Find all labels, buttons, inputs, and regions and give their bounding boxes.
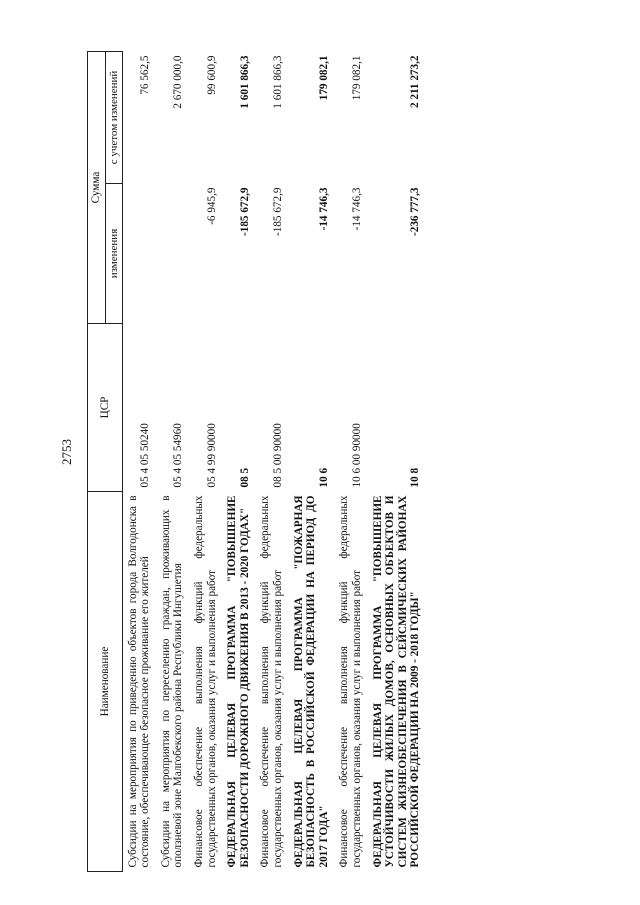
table-row-program (368, 52, 426, 872)
page-number: 2753 (59, 439, 74, 465)
budget-table (87, 51, 426, 872)
row-csr: 08 5 (238, 467, 251, 488)
row-changes: -6 945,9 (205, 187, 218, 225)
row-changes (156, 184, 189, 324)
table-row-program (222, 52, 255, 872)
row-with-changes: 1 601 866,3 (271, 55, 284, 109)
table-row (122, 52, 156, 872)
row-csr: 08 5 00 90000 (271, 423, 284, 488)
row-name: Финансовое обеспечение выполнения функций федеральных государственных органов, оказания услуг и выполнения работ (192, 495, 218, 868)
row-name: Субсидии на мероприятия по приведению объектов города Волгодонска в состояние, обеспечивающее безопасное проживание его жителей (126, 495, 152, 868)
table-header (88, 52, 123, 872)
table-row (334, 52, 367, 872)
row-with-changes: 179 082,1 (317, 55, 330, 101)
row-csr: 05 4 05 54960 (172, 423, 185, 488)
row-with-changes: 76 562,5 (139, 55, 152, 95)
table-row (156, 52, 189, 872)
row-with-changes: 1 601 866,3 (238, 55, 251, 109)
row-csr: 05 4 05 50240 (139, 423, 152, 488)
header-with-changes: с учетом изменений (105, 52, 122, 184)
row-name: Финансовое обеспечение выполнения функций федеральных государственных органов, оказания услуг и выполнения работ (338, 495, 363, 868)
header-csr: ЦСР (88, 324, 123, 492)
row-with-changes: 2 211 273,2 (409, 55, 422, 109)
row-changes (122, 184, 156, 324)
row-name: ФЕДЕРАЛЬНАЯ ЦЕЛЕВАЯ ПРОГРАММА "ПОВЫШЕНИЕ БЕЗОПАСНОСТИ ДОРОЖНОГО ДВИЖЕНИЯ В 2013 - 2020 ГОДАХ" (226, 495, 251, 868)
budget-table-sheet (87, 52, 607, 872)
row-csr: 10 6 (317, 467, 330, 488)
row-with-changes: 2 670 000,0 (172, 55, 185, 109)
table-row (255, 52, 288, 872)
row-csr: 10 8 (409, 467, 422, 488)
table-row-program (289, 52, 335, 872)
row-changes: -185 672,9 (238, 187, 251, 236)
row-csr: 05 4 99 90000 (205, 423, 218, 488)
header-name: Наименование (88, 492, 123, 872)
row-changes: -236 777,3 (409, 187, 422, 236)
table-row (189, 52, 222, 872)
row-name: ФЕДЕРАЛЬНАЯ ЦЕЛЕВАЯ ПРОГРАММА "ПОЖАРНАЯ БЕЗОПАСНОСТЬ В РОССИЙСКОЙ ФЕДЕРАЦИИ НА ПЕРИОД ДО 2017 ГОДА" (292, 495, 330, 868)
header-changes: изменения (105, 184, 122, 324)
table-body (122, 52, 426, 872)
row-changes: -14 746,3 (317, 187, 330, 231)
row-name: Субсидии на мероприятия по переселению граждан, проживающих в оползневой зоне Малгобекского района Республики Ингушетия (159, 495, 185, 868)
row-name: ФЕДЕРАЛЬНАЯ ЦЕЛЕВАЯ ПРОГРАММА "ПОВЫШЕНИЕ УСТОЙЧИВОСТИ ЖИЛЫХ ДОМОВ, ОСНОВНЫХ ОБЪЕКТОВ И СИСТЕМ ЖИЗНЕОБЕСПЕЧЕНИЯ В СЕЙСМИЧЕСКИХ РАЙОНАХ РОССИЙСКОЙ ФЕДЕРАЦИИ НА 2009 - 2018 ГОДЫ" (371, 495, 422, 868)
row-changes: -185 672,9 (271, 187, 284, 236)
row-name: Финансовое обеспечение выполнения функций федеральных государственных органов, оказания услуг и выполнения работ (259, 495, 284, 868)
row-with-changes: 99 600,9 (205, 55, 218, 95)
header-sum: Сумма (88, 52, 106, 324)
row-changes: -14 746,3 (350, 187, 363, 231)
row-csr: 10 6 00 90000 (350, 423, 363, 488)
row-with-changes: 179 082,1 (350, 55, 363, 101)
